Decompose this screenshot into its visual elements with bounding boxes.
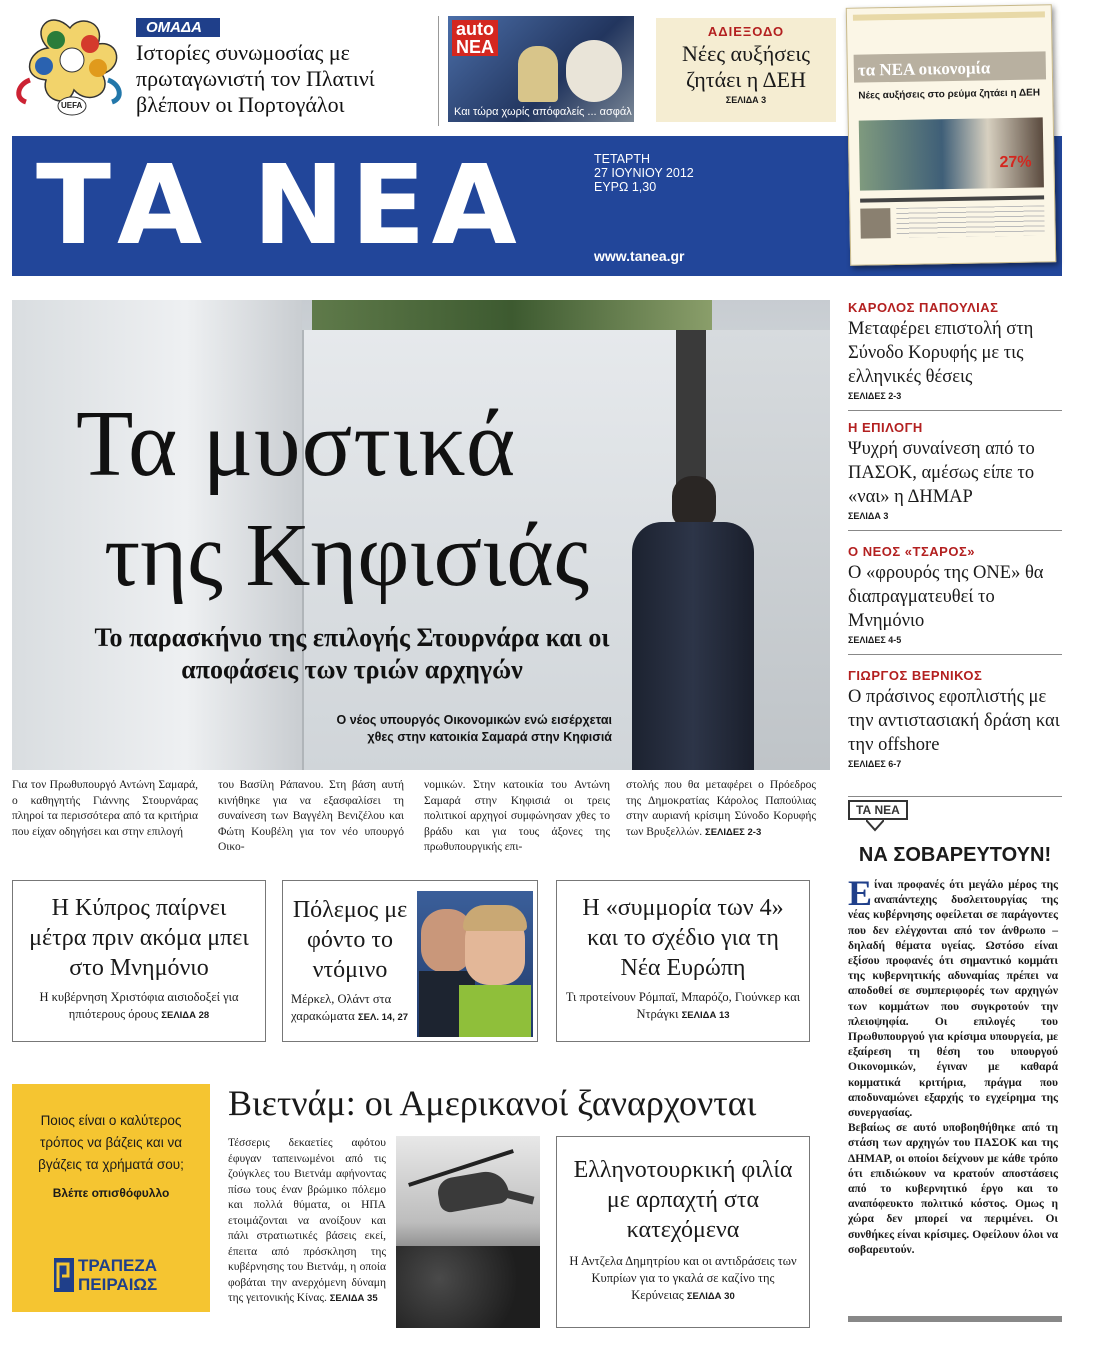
sidebar-ref: ΣΕΛΙΔΕΣ 6-7: [848, 759, 902, 769]
top-divider: [438, 16, 439, 126]
sidebar: [848, 300, 1062, 780]
auto-nea-thumbnail[interactable]: [448, 16, 634, 122]
box-sub: [21, 989, 257, 1024]
hero-headline-line2: της Κηφισιάς: [104, 506, 590, 605]
supplement-headline: Νέες αυξήσεις στο ρεύμα ζητάει η ΔΕΗ: [858, 87, 1041, 102]
supplement-badge: 27%: [999, 153, 1032, 172]
airbag-figure: [566, 40, 622, 102]
issue-price: ΕΥΡΩ 1,30: [594, 180, 657, 194]
sidebar-kicker: Η ΕΠΙΛΟΓΗ: [848, 420, 923, 435]
box-ref: ΣΕΛΙΔΑ 13: [681, 1010, 730, 1021]
lead-column-4: [626, 778, 816, 840]
piraeus-logo-icon: [54, 1258, 74, 1292]
dead-end-headline: Νέες αυξήσεις ζητάει η ΔΕΗ: [681, 41, 811, 92]
piraeus-bank-ad[interactable]: [12, 1084, 210, 1312]
piraeus-brand-line2: ΠΕΙΡΑΙΩΣ: [78, 1275, 158, 1294]
lead-column-3: νομικών. Στην κατοικία του Αντώνη Σαμαρά στην Κηφισιά οι τρεις πολιτικοί αρχηγοί συμφώνησαν χθες το βράδυ και για τους άξονες της πρωθυπουργικής επι-: [424, 779, 610, 853]
hero-subhead: Το παρασκήνιο της επιλογής Στουρνάρα και οι αποφάσεις των τριών αρχηγών: [94, 623, 610, 684]
vietnam-headline[interactable]: Βιετνάμ: οι Αμερικανοί ξαναρχονται: [228, 1083, 757, 1123]
sidebar-ref: ΣΕΛΙΔΕΣ 2-3: [848, 391, 902, 401]
merkel-hollande-photo: [417, 891, 533, 1037]
man-figure: [624, 476, 754, 770]
editorial-badge: ΤΑ ΝΕΑ: [848, 800, 908, 820]
box-headline: Ελληνοτουρκική φιλία με αρπαχτή στα κατεχόμενα: [573, 1157, 793, 1243]
omada-headline[interactable]: Ιστορίες συνωμοσίας με πρωταγωνιστή τον Πλατινί βλέπουν οι Πορτογάλοι: [136, 40, 375, 117]
sidebar-item[interactable]: [848, 668, 1062, 780]
cyprus-memorandum-box[interactable]: [12, 880, 266, 1042]
box-sub: [291, 991, 415, 1026]
editorial-top-rule: [848, 796, 1062, 797]
box-sub-text: Η Αντζελα Δημητρίου και οι αντιδράσεις των Κυπρίων για το γκαλά σε καζίνο της Κερύνειας: [569, 1254, 797, 1302]
editorial-body: [848, 873, 1058, 1258]
box-sub: [565, 989, 801, 1024]
editorial-bottom-rule: [848, 1316, 1062, 1322]
box-sub-text: Μέρκελ, Ολάντ στα χαρακώματα: [291, 992, 392, 1023]
lead-column-4-text: στολής που θα μεταφέρει ο Πρόεδρος της Δημοκρατίας Κάρολος Παπούλιας στην αυριανή κρίσιμη Σύνοδο Κορυφής των Βρυξελλών.: [626, 779, 816, 838]
editorial-drop-cap: Ε: [848, 873, 873, 913]
piraeus-brand-line1: ΤΡΑΠΕΖΑ: [78, 1256, 158, 1275]
auto-label-1: auto: [456, 19, 494, 39]
speech-pointer-icon: [866, 820, 884, 832]
sidebar-item[interactable]: [848, 420, 1062, 531]
hero-caption: Ο νέος υπουργός Οικονομικών ενώ εισέρχεται χθες στην κατοικία Σαμαρά στην Κηφισιά: [336, 713, 612, 744]
piraeus-logo: [54, 1254, 174, 1298]
sidebar-item[interactable]: [848, 544, 1062, 655]
box-headline: Η Κύπρος παίρνει μέτρα πριν ακόμα μπει στο Μνημόνιο: [29, 895, 249, 981]
editorial: [848, 796, 1062, 1326]
sidebar-headline: Μεταφέρει επιστολή στη Σύνοδο Κορυφής με τις ελληνικές θέσεις: [848, 319, 1034, 387]
editorial-title: ΝΑ ΣΟΒΑΡΕΥΤΟΥΝ!: [858, 844, 1052, 866]
omada-label: ΟΜΑΔΑ: [136, 18, 220, 37]
uefa-logo-text: UEFA: [61, 101, 83, 110]
box-ref: ΣΕΛΙΔΑ 28: [161, 1010, 210, 1021]
vietnam-helicopter-photo: [396, 1136, 540, 1328]
sidebar-headline: Ψυχρή συναίνεση από το ΠΑΣΟΚ, αμέσως είπε το «ναι» η ΔΗΜΑΡ: [848, 439, 1035, 507]
issue-date: 27 ΙΟΥΝΙΟΥ 2012: [594, 166, 694, 180]
lead-ref[interactable]: ΣΕΛΙΔΕΣ 2-3: [705, 826, 762, 838]
sidebar-headline: Ο πράσινος εφοπλιστής με την αντιστασιακή δράση και την offshore: [848, 687, 1060, 755]
crash-dummy-figure: [518, 46, 558, 102]
masthead-title[interactable]: ΤΑ ΝΕΑ: [36, 141, 523, 269]
vietnam-body: [228, 1136, 386, 1307]
gang-of-four-box[interactable]: [556, 880, 810, 1042]
supplement-title: τα ΝΕΑ οικονομία: [857, 58, 991, 80]
vietnam-body-text: Τέσσερις δεκαετίες αφότου έφυγαν ταπεινωμένοι από τις ζούγκλες του Βιετνάμ αφήνοντας πίσω τους έναν βρώμικο πόλεμο και πολλά θύματα, οι ΗΠΑ ετοιμάζονται να ανοίξουν και πάλι στρατιωτικές βάσεις εκεί, έπειτα από πρόσκληση της κυβέρνησης του Βιετνάμ, η οποία φοβάται την ανερχόμενη δύναμη της γειτονικής Κίνας.: [228, 1137, 386, 1304]
supplement-cover[interactable]: [846, 4, 1056, 266]
sidebar-ref: ΣΕΛΙΔΑ 3: [848, 511, 889, 521]
website-link[interactable]: www.tanea.gr: [594, 248, 685, 264]
sidebar-headline: Ο «φρουρός της ΟΝΕ» θα διαπραγματευθεί το Μνημόνιο: [848, 563, 1044, 631]
sidebar-kicker: Ο ΝΕΟΣ «ΤΣΑΡΟΣ»: [848, 544, 975, 559]
box-ref: ΣΕΛ. 14, 27: [357, 1012, 409, 1023]
ad-cta: Βλέπε οπισθόφυλλο: [52, 1186, 170, 1200]
vietnam-ref: ΣΕΛΙΔΑ 35: [329, 1293, 378, 1304]
box-sub-text: Η κυβέρνηση Χριστόφια αισιοδοξεί για ηπιότερους όρους: [39, 990, 239, 1021]
ad-text: Ποιος είναι ο καλύτερος τρόπος να βάζεις και να βγάζεις τα χρήματά σου;: [38, 1113, 184, 1172]
sidebar-ref: ΣΕΛΙΔΕΣ 4-5: [848, 635, 902, 645]
greek-turkish-friendship-box[interactable]: [556, 1136, 810, 1328]
box-ref: ΣΕΛΙΔΑ 30: [686, 1291, 735, 1302]
issue-day: ΤΕΤΑΡΤΗ: [594, 152, 651, 166]
dead-end-kicker: ΑΔΙΕΞΟΔΟ: [707, 24, 785, 39]
box-sub-text: Τι προτείνουν Ρόμπαϊ, Μπαρόζο, Γιούνκερ και Ντράγκι: [565, 990, 801, 1021]
hero-photo[interactable]: [12, 300, 830, 770]
editorial-body-p1: ίναι προφανές ότι μεγάλο μέρος της αναπάντεχης δυσλειτουργίας της νέας κυβέρνησης οφείλεται σε παράγοντες που δεν ελέγχονται από τον άνθρωπο – δηλαδή θέματα υγείας. Ωστόσο είναι εξίσου προφανές ότι σημαντικό κομμάτι της κυβερνητικής αδυναμίας πρέπει να αποδοθεί σε συμπεριφορές των αρχηγών των κομμάτων που συγκροτούν την πλειοψηφία. Οι επιλογές του Πρωθυπουργού για κρίσιμα υπουργεία, με εξαίρεση τη θέση του υπουργού Οικονομικών, έγιναν με καθαρά κομματικά κριτήρια, πράγμα που αποδυναμώνει εξαρχής το εγχείρημα της συνεργασίας.: [848, 879, 1058, 1120]
box-headline: Η «συμμορία των 4» και το σχέδιο για τη Νέα Ευρώπη: [582, 895, 784, 981]
box-sub: [565, 1253, 801, 1305]
sidebar-kicker: ΚΑΡΟΛΟΣ ΠΑΠΟΥΛΙΑΣ: [848, 300, 999, 315]
auto-caption: Και τώρα χωρίς απόφαλείς ... ασφάλ: [454, 106, 632, 118]
sidebar-item[interactable]: [848, 300, 1062, 411]
lead-column-1: Για τον Πρωθυπουργό Αντώνη Σαμαρά, ο καθηγητής Γιάννης Στουρνάρας πληροί τα περισσότερα από τα κριτήρια που είχαν οδηγήσει και στην επιλογή: [12, 779, 198, 838]
war-domino-box[interactable]: [282, 880, 538, 1042]
editorial-body-p2: Βεβαίως σε αυτό υποβοηθήθηκε από τη στάση των αρχηγών του ΠΑΣΟΚ και της ΔΗΜΑΡ, οι οποίοι δείχνουν με κάθε τρόπο ότι επιδιώκουν να κρατούν αποστάσεις από το κυβερνητικό έργο και το αναπόφευκτο πολιτικό κόστος. Ομως η χώρα δεν μπορεί να περιμένει. Οι συνθήκες είναι κρίσιμες. Οφείλουν όλοι να σοβαρευτούν.: [848, 1122, 1058, 1256]
hero-headline-line1: Τα μυστικά: [76, 392, 517, 496]
lead-column-2: του Βασίλη Ράπανου. Στη βάση αυτή κινήθηκε για να εξασφαλίσει τη συναίνεση των Βαγγέλη Βενιζέλου και Φώτη Κουβέλη για τον νέο υπουργό Οικο-: [218, 779, 404, 853]
dead-end-teaser[interactable]: [656, 18, 836, 122]
dead-end-ref: ΣΕΛΙΔΑ 3: [725, 95, 767, 105]
box-headline: Πόλεμος με φόντο το ντόμινο: [292, 897, 408, 983]
sidebar-kicker: ΓΙΩΡΓΟΣ ΒΕΡΝΙΚΟΣ: [848, 668, 983, 683]
auto-label-2: ΝΕΑ: [456, 37, 495, 57]
